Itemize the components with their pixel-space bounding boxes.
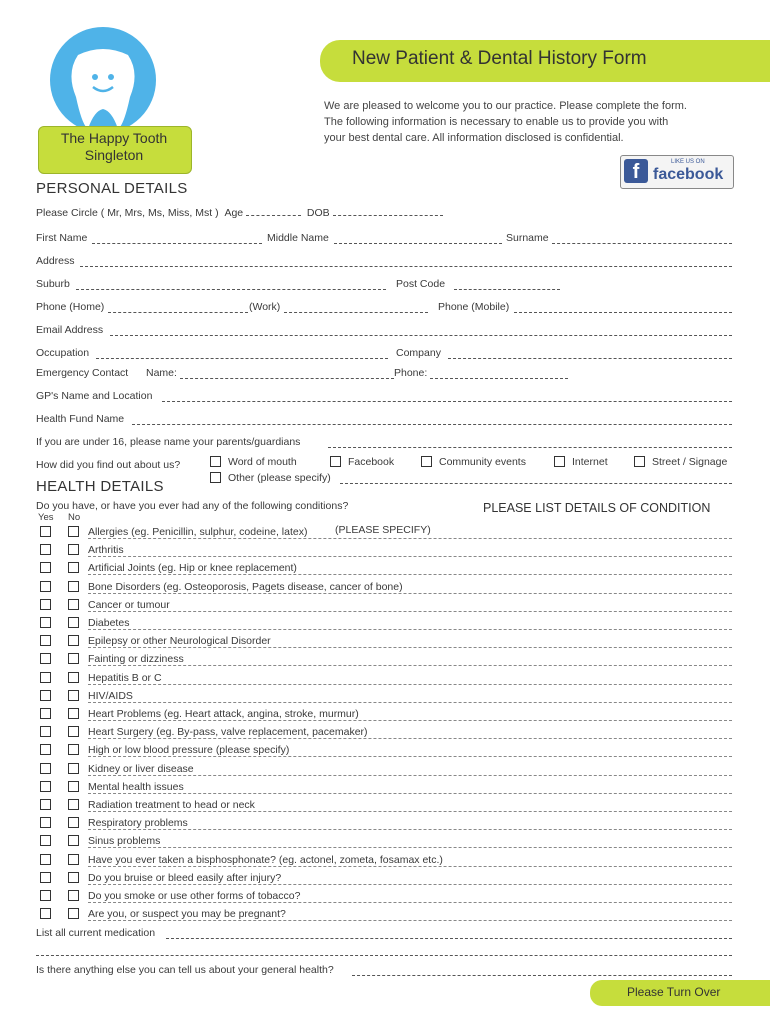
- condition-yes-checkbox[interactable]: [40, 599, 51, 610]
- phone-home-field[interactable]: [108, 311, 248, 313]
- condition-no-checkbox[interactable]: [68, 744, 79, 755]
- condition-yes-checkbox[interactable]: [40, 817, 51, 828]
- phone-mobile-field[interactable]: [514, 311, 732, 313]
- option-other: Other (please specify): [228, 472, 331, 484]
- post-code-label: Post Code: [396, 278, 446, 290]
- condition-label: Epilepsy or other Neurological Disorder: [88, 635, 271, 647]
- option-facebook: Facebook: [348, 456, 395, 468]
- page-title: New Patient & Dental History Form: [352, 48, 647, 69]
- phone-home-label: Phone (Home): [36, 301, 105, 313]
- phone-mobile-label: Phone (Mobile): [438, 301, 510, 313]
- post-code-field[interactable]: [454, 288, 560, 290]
- condition-yes-checkbox[interactable]: [40, 781, 51, 792]
- condition-label: Allergies (eg. Penicillin, sulphur, codeine, latex): [88, 526, 308, 538]
- condition-label: Heart Surgery (eg. By-pass, valve replacement, pacemaker): [88, 726, 368, 738]
- option-street-signage: Street / Signage: [652, 456, 728, 468]
- facebook-badge[interactable]: [620, 155, 734, 189]
- condition-yes-checkbox[interactable]: [40, 672, 51, 683]
- condition-no-checkbox[interactable]: [68, 872, 79, 883]
- condition-details-field[interactable]: [88, 628, 732, 630]
- condition-label: Arthritis: [88, 544, 124, 556]
- option-internet: Internet: [572, 456, 608, 468]
- emergency-contact-label: Emergency Contact: [36, 367, 129, 379]
- condition-no-checkbox[interactable]: [68, 672, 79, 683]
- dob-label: DOB: [306, 207, 330, 219]
- option-community-events: Community events: [439, 456, 526, 468]
- middle-name-field[interactable]: [334, 242, 502, 244]
- condition-yes-checkbox[interactable]: [40, 835, 51, 846]
- condition-details-field[interactable]: [88, 846, 732, 848]
- title-circle-label: Please Circle ( Mr, Mrs, Ms, Miss, Mst ): [36, 207, 219, 219]
- condition-label: Cancer or tumour: [88, 599, 170, 611]
- medication-field[interactable]: [166, 937, 732, 939]
- conditions-question: Do you have, or have you ever had any of the following conditions?: [36, 500, 349, 512]
- age-label: Age: [224, 207, 244, 219]
- address-field[interactable]: [80, 265, 732, 267]
- condition-no-checkbox[interactable]: [68, 835, 79, 846]
- emergency-name-field[interactable]: [180, 377, 394, 379]
- condition-label: Sinus problems: [88, 835, 161, 847]
- address-label: Address: [36, 255, 75, 267]
- tooth-icon: [48, 25, 158, 135]
- condition-no-checkbox[interactable]: [68, 799, 79, 810]
- condition-label: Kidney or liver disease: [88, 763, 194, 775]
- condition-no-checkbox[interactable]: [68, 908, 79, 919]
- intro-line: your best dental care. All information disclosed is confidential.: [324, 132, 624, 144]
- condition-no-checkbox[interactable]: [68, 653, 79, 664]
- condition-no-checkbox[interactable]: [68, 690, 79, 701]
- condition-no-checkbox[interactable]: [68, 581, 79, 592]
- other-specify-field[interactable]: [340, 482, 732, 484]
- email-label: Email Address: [36, 324, 104, 336]
- age-field[interactable]: [246, 206, 301, 216]
- condition-label: Artificial Joints (eg. Hip or knee replacement): [88, 562, 297, 574]
- suburb-label: Suburb: [36, 278, 70, 290]
- condition-label: Hepatitis B or C: [88, 672, 162, 684]
- condition-no-checkbox[interactable]: [68, 763, 79, 774]
- middle-name-label: Middle Name: [267, 232, 329, 244]
- condition-yes-checkbox[interactable]: [40, 872, 51, 883]
- condition-yes-checkbox[interactable]: [40, 581, 51, 592]
- condition-yes-checkbox[interactable]: [40, 726, 51, 737]
- guardians-field[interactable]: [328, 446, 732, 448]
- condition-label: Heart Problems (eg. Heart attack, angina, stroke, murmur): [88, 708, 359, 720]
- email-field[interactable]: [110, 334, 732, 336]
- intro-line: We are pleased to welcome you to our practice. Please complete the form.: [324, 100, 687, 112]
- condition-label: Bone Disorders (eg. Osteoporosis, Pagets disease, cancer of bone): [88, 581, 403, 593]
- condition-no-checkbox[interactable]: [68, 544, 79, 555]
- condition-yes-checkbox[interactable]: [40, 653, 51, 664]
- condition-no-checkbox[interactable]: [68, 817, 79, 828]
- other-checkbox[interactable]: [210, 472, 221, 483]
- condition-yes-checkbox[interactable]: [40, 635, 51, 646]
- condition-no-checkbox[interactable]: [68, 890, 79, 901]
- under16-label: If you are under 16, please name your parents/guardians: [36, 436, 301, 448]
- condition-yes-checkbox[interactable]: [40, 890, 51, 901]
- first-name-field[interactable]: [92, 242, 262, 244]
- occupation-label: Occupation: [36, 347, 90, 359]
- condition-yes-checkbox[interactable]: [40, 617, 51, 628]
- dob-field[interactable]: [333, 206, 443, 216]
- condition-no-checkbox[interactable]: [68, 526, 79, 537]
- facebook-wordmark: facebook: [653, 166, 724, 183]
- condition-no-checkbox[interactable]: [68, 781, 79, 792]
- condition-details-field[interactable]: [88, 555, 732, 557]
- internet-checkbox[interactable]: [554, 456, 565, 467]
- surname-label: Surname: [506, 232, 549, 244]
- find-out-label: How did you find out about us?: [36, 459, 181, 471]
- street-signage-checkbox[interactable]: [634, 456, 645, 467]
- turn-over-label: Please Turn Over: [627, 985, 721, 999]
- allergy-specify-note: (PLEASE SPECIFY): [335, 524, 431, 536]
- occupation-field[interactable]: [96, 357, 388, 359]
- condition-details-field[interactable]: [88, 610, 732, 612]
- condition-yes-checkbox[interactable]: [40, 763, 51, 774]
- condition-no-checkbox[interactable]: [68, 599, 79, 610]
- condition-label: Are you, or suspect you may be pregnant?: [88, 908, 286, 920]
- condition-label: Do you bruise or bleed easily after injury?: [88, 872, 282, 884]
- condition-yes-checkbox[interactable]: [40, 562, 51, 573]
- community-events-checkbox[interactable]: [421, 456, 432, 467]
- general-health-label: Is there anything else you can tell us about your general health?: [36, 964, 334, 976]
- logo-text: [38, 130, 190, 164]
- condition-label: Diabetes: [88, 617, 130, 629]
- yes-column-label: Yes: [38, 512, 54, 523]
- logo-name-line2: Singleton: [84, 147, 144, 163]
- condition-yes-checkbox[interactable]: [40, 526, 51, 537]
- condition-label: Do you smoke or use other forms of tobacco?: [88, 890, 301, 902]
- facebook-icon: f: [624, 159, 648, 183]
- word-of-mouth-checkbox[interactable]: [210, 456, 221, 467]
- intro-line: The following information is necessary to enable us to provide you with: [324, 116, 669, 128]
- personal-details-heading: PERSONAL DETAILS: [36, 180, 188, 197]
- phone-work-label: (Work): [249, 301, 281, 313]
- phone-work-field[interactable]: [284, 311, 428, 313]
- health-fund-field[interactable]: [132, 423, 732, 425]
- condition-no-checkbox[interactable]: [68, 617, 79, 628]
- condition-yes-checkbox[interactable]: [40, 690, 51, 701]
- gp-field[interactable]: [162, 400, 732, 402]
- condition-yes-checkbox[interactable]: [40, 908, 51, 919]
- condition-yes-checkbox[interactable]: [40, 799, 51, 810]
- facebook-like-text: LIKE US ON: [671, 159, 705, 165]
- condition-yes-checkbox[interactable]: [40, 854, 51, 865]
- title-circle-row: [36, 206, 445, 219]
- medication-label: List all current medication: [36, 927, 156, 939]
- condition-label: HIV/AIDS: [88, 690, 133, 702]
- condition-no-checkbox[interactable]: [68, 635, 79, 646]
- condition-label: Fainting or dizziness: [88, 653, 184, 665]
- intro-text: [324, 98, 687, 146]
- emergency-name-label: Name:: [146, 367, 177, 379]
- general-health-field[interactable]: [352, 974, 732, 976]
- medication-field-extra[interactable]: [36, 954, 732, 956]
- company-field[interactable]: [448, 357, 732, 359]
- emergency-phone-field[interactable]: [430, 377, 568, 379]
- condition-no-checkbox[interactable]: [68, 726, 79, 737]
- condition-details-field[interactable]: [88, 683, 732, 685]
- emergency-phone-label: Phone:: [394, 367, 428, 379]
- condition-details-field[interactable]: [88, 701, 732, 703]
- condition-label: Mental health issues: [88, 781, 184, 793]
- condition-no-checkbox[interactable]: [68, 854, 79, 865]
- option-word-of-mouth: Word of mouth: [228, 456, 297, 468]
- logo-name-line1: The Happy Tooth: [60, 130, 168, 146]
- health-details-heading: HEALTH DETAILS: [36, 478, 164, 495]
- gp-label: GP's Name and Location: [36, 390, 153, 402]
- condition-label: Have you ever taken a bisphosphonate? (eg. actonel, zometa, fosamax etc.): [88, 854, 443, 866]
- first-name-label: First Name: [36, 232, 88, 244]
- health-fund-label: Health Fund Name: [36, 413, 125, 425]
- condition-label: Respiratory problems: [88, 817, 188, 829]
- condition-label: Radiation treatment to head or neck: [88, 799, 255, 811]
- details-heading: PLEASE LIST DETAILS OF CONDITION: [483, 501, 711, 515]
- condition-no-checkbox[interactable]: [68, 708, 79, 719]
- suburb-field[interactable]: [76, 288, 386, 290]
- facebook-checkbox[interactable]: [330, 456, 341, 467]
- surname-field[interactable]: [552, 242, 732, 244]
- condition-no-checkbox[interactable]: [68, 562, 79, 573]
- condition-yes-checkbox[interactable]: [40, 544, 51, 555]
- condition-yes-checkbox[interactable]: [40, 744, 51, 755]
- company-label: Company: [396, 347, 441, 359]
- no-column-label: No: [68, 512, 81, 523]
- condition-yes-checkbox[interactable]: [40, 708, 51, 719]
- condition-label: High or low blood pressure (please specify): [88, 744, 290, 756]
